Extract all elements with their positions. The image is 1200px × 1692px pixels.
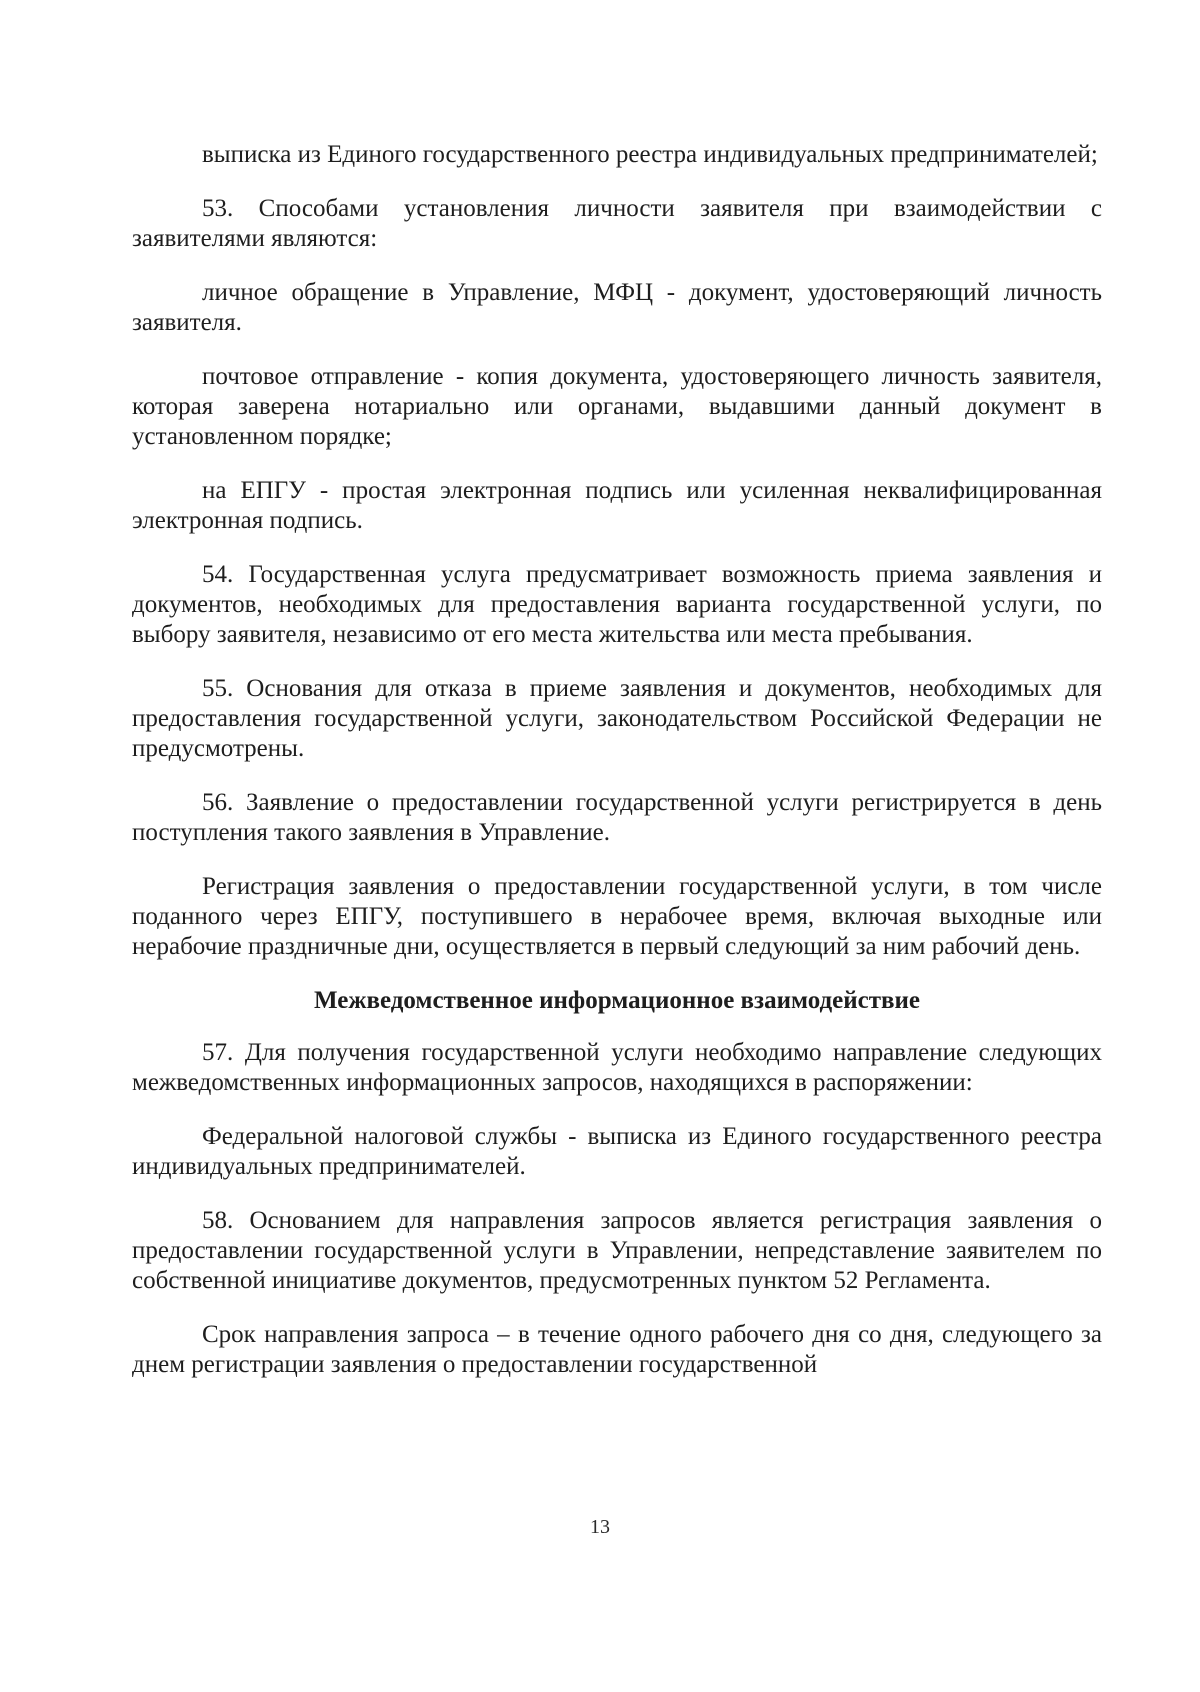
paragraph-egrip-extract: выписка из Единого государственного реестра индивидуальных предпринимателей; (202, 141, 1098, 168)
section-heading: Межведомственное информационное взаимодействие (314, 987, 920, 1014)
paragraph-request-deadline: Срок направления запроса – в течение одного рабочего дня со дня, следующего за днем регистрации заявления о предоставлении государственной (132, 1321, 1102, 1378)
paragraph-postal-mail: почтовое отправление - копия документа, удостоверяющего личность заявителя, которая заверена нотариально или органами, выдавшими данный документ в установленном порядке; (132, 363, 1102, 450)
paragraph-registration: Регистрация заявления о предоставлении государственной услуги, в том числе поданного через ЕПГУ, поступившего в нерабочее время, включая выходные или нерабочие праздничные дни, осуществляется в первый следующий за ним рабочий день. (132, 873, 1102, 960)
paragraph-53: 53. Способами установления личности заявителя при взаимодействии с заявителями являются: (132, 195, 1102, 252)
document-body (132, 140, 1102, 1380)
paragraph-epgu-signature: на ЕПГУ - простая электронная подпись или усиленная неквалифицированная электронная подпись. (132, 477, 1102, 534)
paragraph-55: 55. Основания для отказа в приеме заявления и документов, необходимых для предоставления государственной услуги, законодательством Российской Федерации не предусмотрены. (132, 675, 1102, 762)
paragraph-tax-service: Федеральной налоговой службы - выписка из Единого государственного реестра индивидуальных предпринимателей. (132, 1123, 1102, 1180)
paragraph-54: 54. Государственная услуга предусматривает возможность приема заявления и документов, необходимых для предоставления варианта государственной услуги, по выбору заявителя, независимо от его места жительства или места пребывания. (132, 561, 1102, 648)
page-number: 13 (590, 1516, 610, 1538)
paragraph-56: 56. Заявление о предоставлении государственной услуги регистрируется в день поступления такого заявления в Управление. (132, 789, 1102, 846)
paragraph-personal-visit: личное обращение в Управление, МФЦ - документ, удостоверяющий личность заявителя. (132, 279, 1102, 336)
paragraph-58: 58. Основанием для направления запросов является регистрация заявления о предоставлении государственной услуги в Управлении, непредставление заявителем по собственной инициативе документов, предусмотренных пунктом 52 Регламента. (132, 1207, 1102, 1294)
paragraph-57: 57. Для получения государственной услуги необходимо направление следующих межведомственных информационных запросов, находящихся в распоряжении: (132, 1039, 1102, 1096)
